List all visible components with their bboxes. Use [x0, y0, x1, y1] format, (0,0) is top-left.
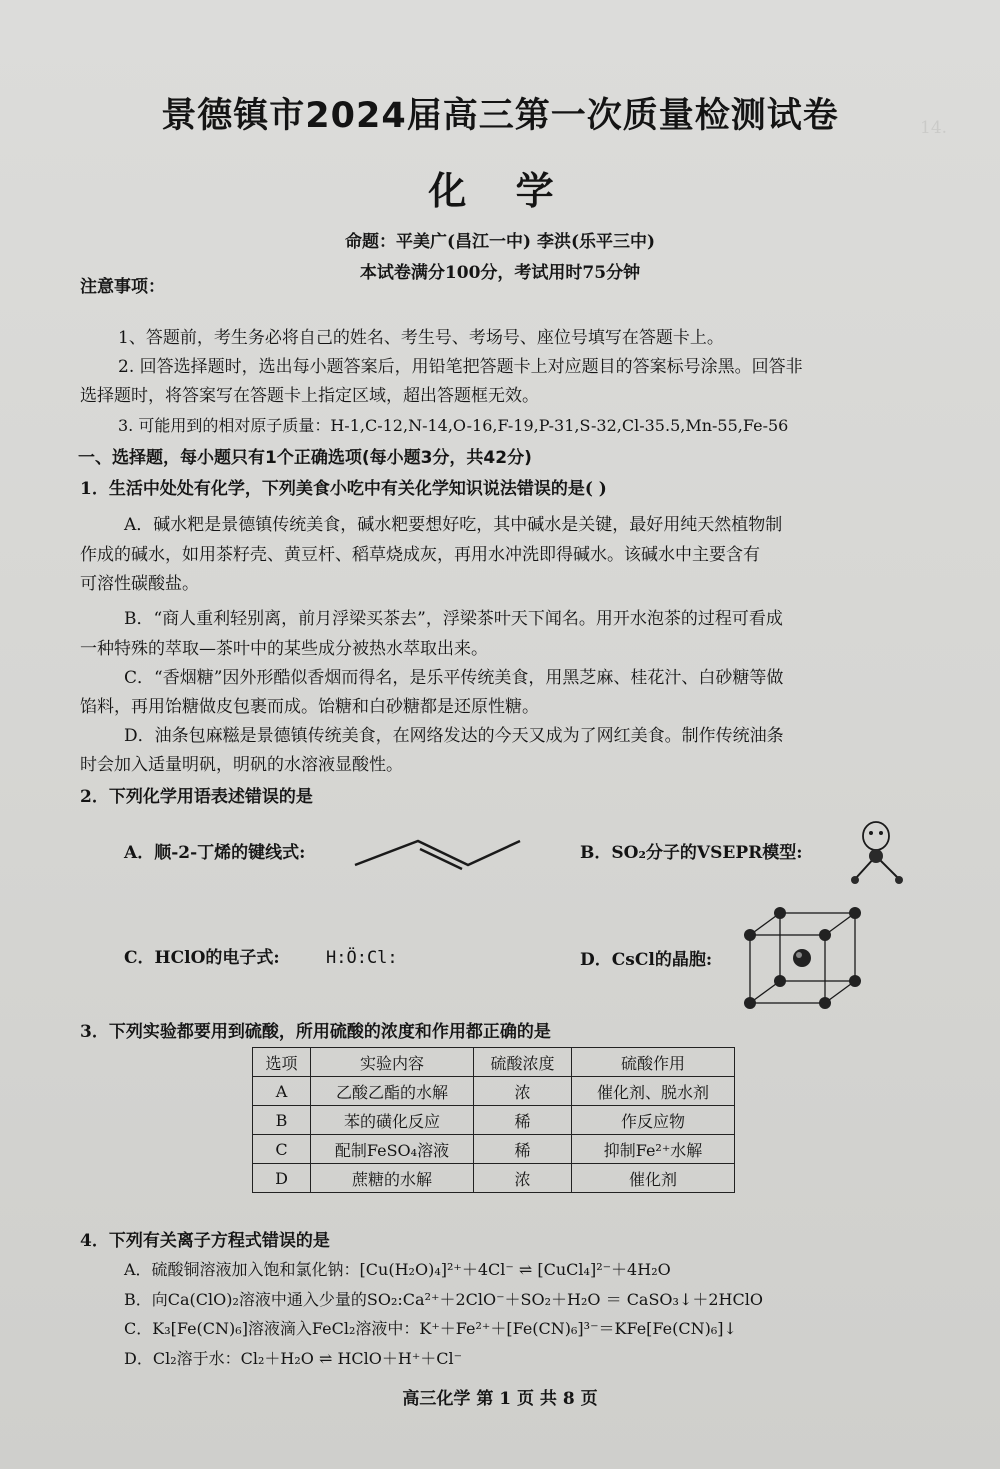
- q2-option-c: C．HClO的电子式:: [124, 948, 280, 968]
- table-header: 选项: [253, 1048, 311, 1077]
- bleed-through-text: 14.: [920, 118, 948, 138]
- note-item-3: 3. 可能用到的相对原子质量：H-1,C-12,N-14,O-16,F-19,P-31,S-32,Cl-35.5,Mn-55,Fe-56: [118, 416, 789, 435]
- table-header: 硫酸浓度: [474, 1048, 572, 1077]
- q2-option-d: D．CsCl的晶胞:: [580, 950, 713, 970]
- hclo-electron-formula: H:Ö:Cl:: [326, 948, 398, 968]
- q2-option-b: B．SO₂分子的VSEPR模型:: [580, 843, 803, 863]
- q3-stem: 3．下列实验都要用到硫酸，所用硫酸的浓度和作用都正确的是: [80, 1022, 551, 1042]
- table-row: [253, 1106, 735, 1135]
- cscl-unit-cell: [738, 905, 863, 1010]
- q2-option-a: A．顺-2-丁烯的键线式:: [124, 843, 306, 863]
- q4-option-b: B．向Ca(ClO)₂溶液中通入少量的SO₂:Ca²⁺＋2ClO⁻＋SO₂＋H₂O ＝ CaSO₃↓＋2HClO: [124, 1290, 763, 1309]
- q4-option-d: D．Cl₂溶于水：Cl₂＋H₂O ⇌ HClO＋H⁺＋Cl⁻: [124, 1349, 463, 1368]
- note-item-2: 2. 回答选择题时，选出每小题答案后，用铅笔把答题卡上对应题目的答案标号涂黑。回答非: [118, 357, 803, 377]
- table-cell: 苯的磺化反应: [311, 1106, 474, 1135]
- table-cell: D: [253, 1164, 311, 1193]
- q1-option-c-line2: 馅料，再用饴糖做皮包裹而成。饴糖和白砂糖都是还原性糖。: [80, 697, 539, 717]
- table-cell: B: [253, 1106, 311, 1135]
- page-footer: 高三化学 第 1 页 共 8 页: [402, 1389, 598, 1409]
- table-cell: A: [253, 1077, 311, 1106]
- table-header-row: [253, 1048, 735, 1077]
- q3-table: [252, 1047, 735, 1193]
- table-cell: 催化剂、脱水剂: [572, 1077, 735, 1106]
- q4-stem: 4．下列有关离子方程式错误的是: [80, 1231, 330, 1251]
- q1-option-d-line1: D．油条包麻糍是景德镇传统美食，在网络发达的今天又成为了网红美食。制作传统油条: [124, 726, 784, 746]
- section-1-title: 一、选择题，每小题只有1个正确选项(每小题3分，共42分): [78, 448, 532, 468]
- table-row: [253, 1164, 735, 1193]
- q1-option-a-line1: A．碱水粑是景德镇传统美食，碱水粑要想好吃，其中碱水是关键，最好用纯天然植物制: [124, 515, 783, 535]
- note-item-2-cont: 选择题时，将答案写在答题卡上指定区域，超出答题框无效。: [80, 386, 539, 406]
- q1-option-c-line1: C．“香烟糖”因外形酷似香烟而得名，是乐平传统美食，用黑芝麻、桂花汁、白砂糖等做: [124, 668, 784, 688]
- table-cell: 浓: [474, 1164, 572, 1193]
- q4-option-a: A．硫酸铜溶液加入饱和氯化钠：[Cu(H₂O)₄]²⁺＋4Cl⁻ ⇌ [CuCl₄]²⁻＋4H₂O: [124, 1260, 671, 1279]
- table-header: 实验内容: [311, 1048, 474, 1077]
- q1-stem: 1．生活中处处有化学，下列美食小吃中有关化学知识说法错误的是( ): [80, 479, 607, 499]
- table-row: [253, 1077, 735, 1106]
- q1-option-b-line1: B．“商人重利轻别离，前月浮梁买茶去”，浮梁茶叶天下闻名。用开水泡茶的过程可看成: [124, 609, 783, 629]
- note-item-1: 1、答题前，考生务必将自己的姓名、考生号、考场号、座位号填写在答题卡上。: [118, 328, 724, 348]
- authors-line: 命题：平美广(昌江一中) 李洪(乐平三中): [344, 232, 656, 252]
- exam-title: 景德镇市2024届高三第一次质量检测试卷: [161, 96, 839, 136]
- table-cell: 配制FeSO₄溶液: [311, 1135, 474, 1164]
- table-cell: 抑制Fe²⁺水解: [572, 1135, 735, 1164]
- q1-option-b-line2: 一种特殊的萃取—茶叶中的某些成分被热水萃取出来。: [80, 639, 488, 659]
- q2-stem: 2．下列化学用语表述错误的是: [80, 787, 313, 807]
- cis-2-butene-skeletal-formula: [350, 833, 530, 873]
- notes-heading: 注意事项：: [80, 277, 165, 297]
- q1-option-d-line2: 时会加入适量明矾，明矾的水溶液显酸性。: [80, 755, 403, 775]
- table-cell: 催化剂: [572, 1164, 735, 1193]
- q4-option-c: C．K₃[Fe(CN)₆]溶液滴入FeCl₂溶液中：K⁺＋Fe²⁺＋[Fe(CN)₆]³⁻＝KFe[Fe(CN)₆]↓: [124, 1319, 737, 1338]
- exam-info-line: 本试卷满分100分，考试用时75分钟: [359, 263, 641, 283]
- subject-title: 化 学: [428, 169, 572, 213]
- table-header: 硫酸作用: [572, 1048, 735, 1077]
- table-cell: 作反应物: [572, 1106, 735, 1135]
- table-row: [253, 1135, 735, 1164]
- table-cell: 浓: [474, 1077, 572, 1106]
- q1-option-a-line2: 作成的碱水，如用茶籽壳、黄豆杆、稻草烧成灰，再用水冲洗即得碱水。该碱水中主要含有: [80, 545, 760, 565]
- table-cell: C: [253, 1135, 311, 1164]
- table-cell: 稀: [474, 1106, 572, 1135]
- table-cell: 蔗糖的水解: [311, 1164, 474, 1193]
- q1-option-a-line3: 可溶性碳酸盐。: [80, 574, 199, 594]
- table-cell: 稀: [474, 1135, 572, 1164]
- so2-vsepr-model: [836, 818, 916, 893]
- table-cell: 乙酸乙酯的水解: [311, 1077, 474, 1106]
